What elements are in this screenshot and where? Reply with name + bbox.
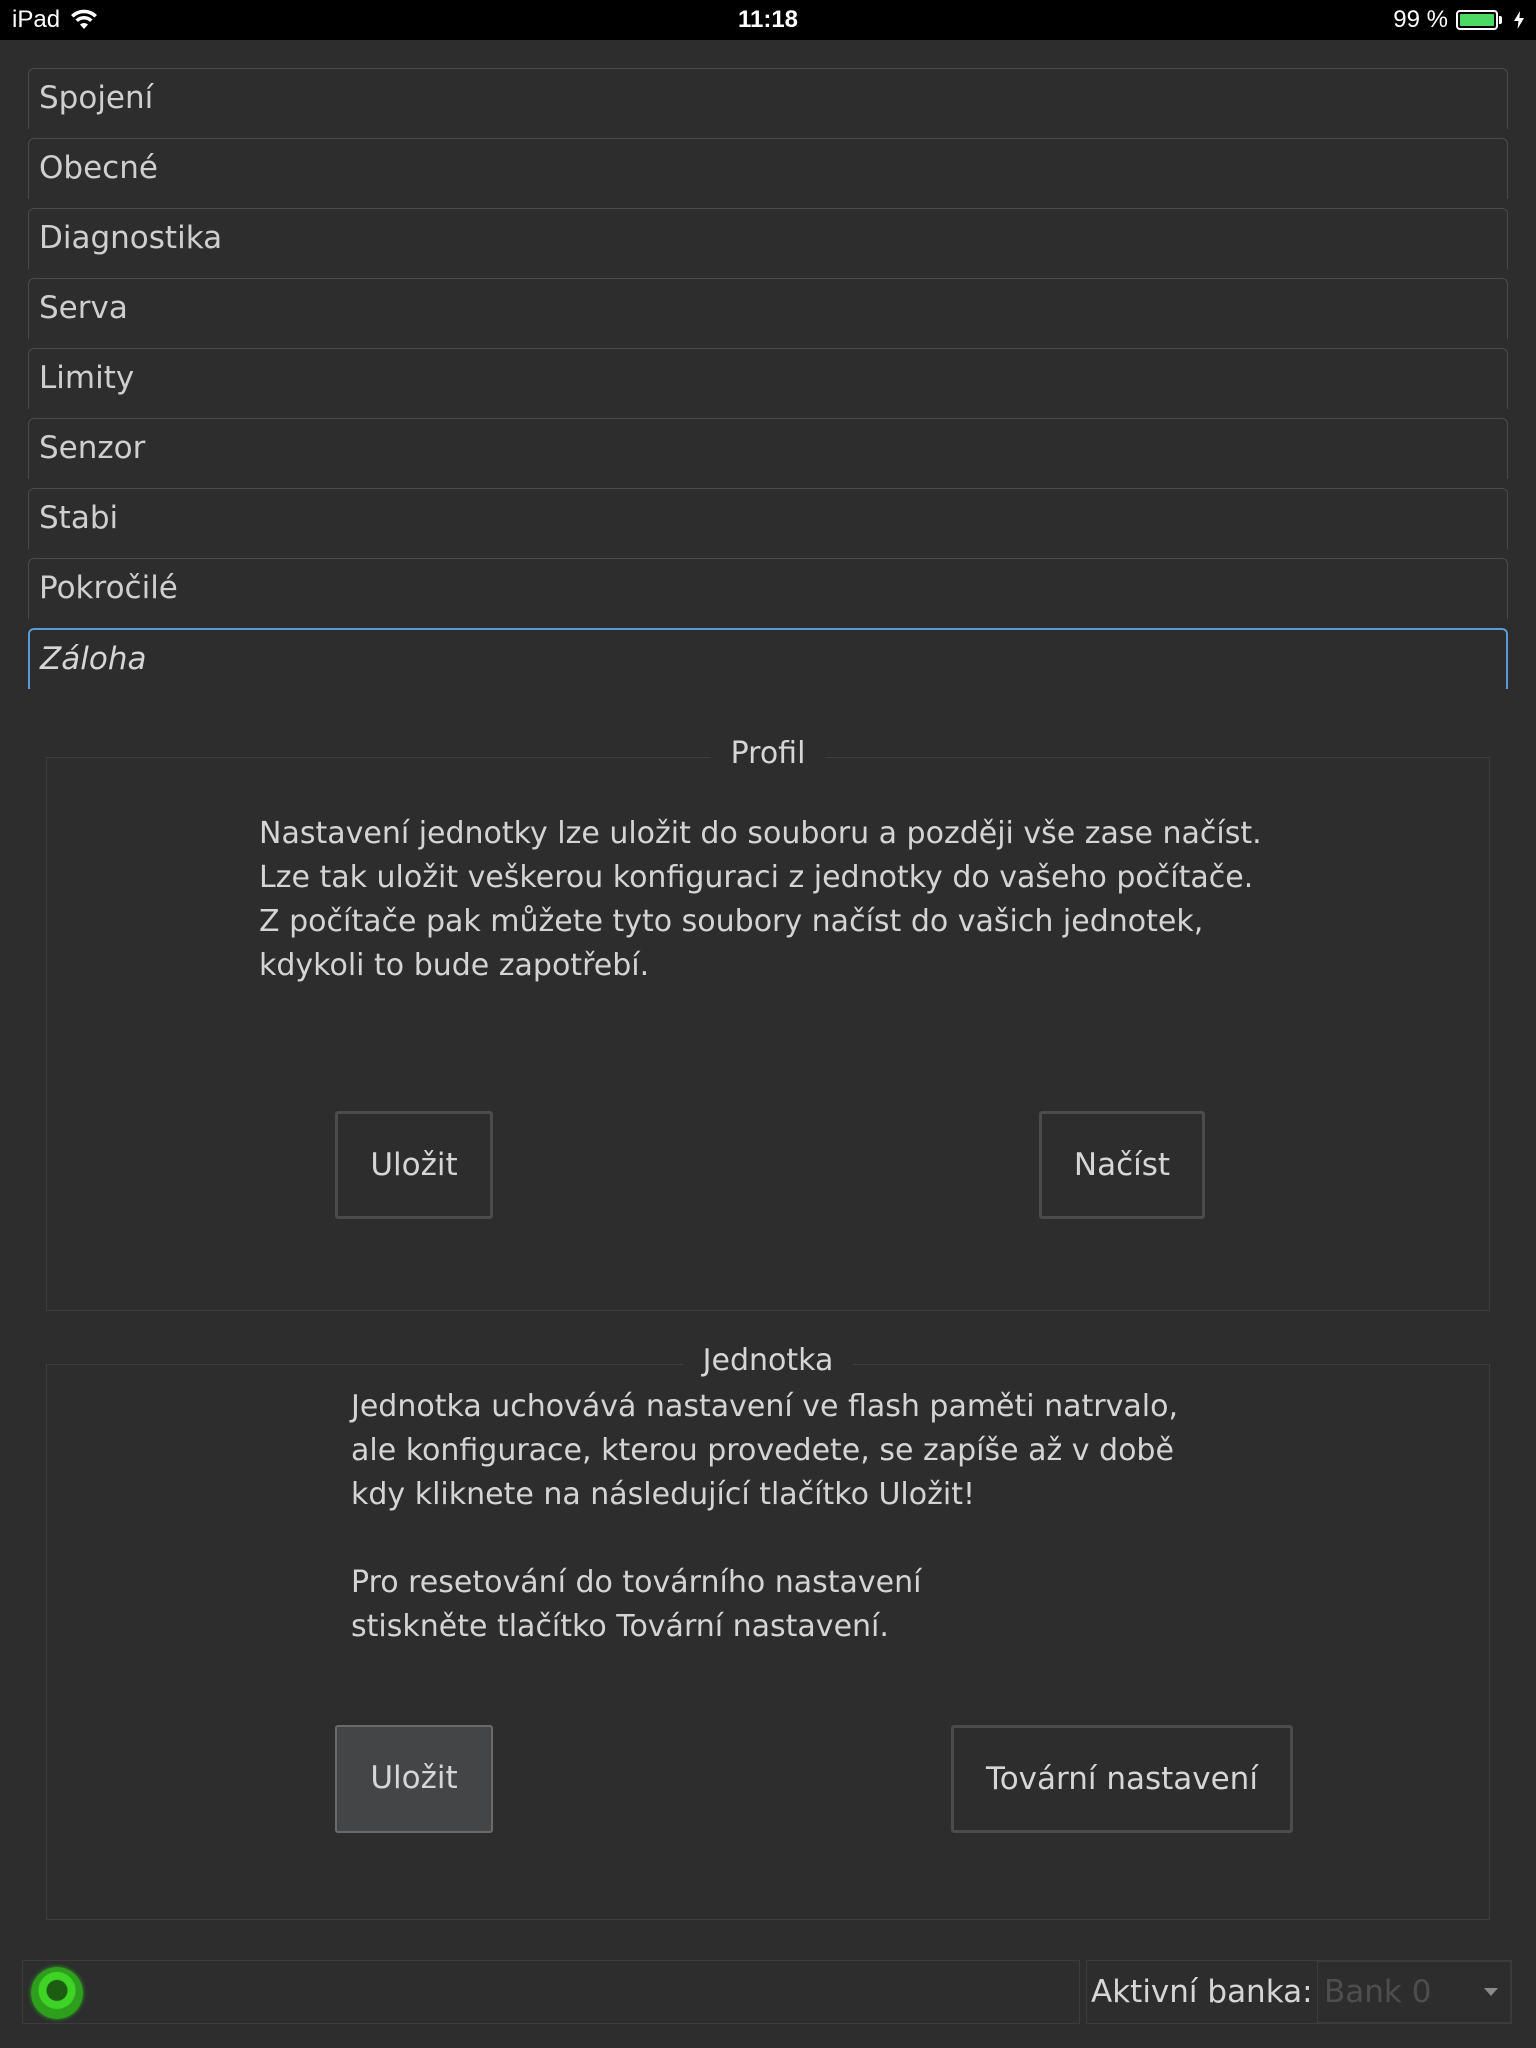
connection-led-icon — [31, 1967, 83, 2019]
chevron-down-icon — [1484, 1988, 1498, 1996]
battery-percent: 99 % — [1393, 6, 1448, 33]
active-bank-label: Aktivní banka: — [1091, 1974, 1313, 2010]
tab-senzor[interactable]: Senzor — [28, 418, 1508, 479]
bank-select-value: Bank 0 — [1324, 1974, 1432, 2010]
tab-serva[interactable]: Serva — [28, 278, 1508, 339]
tab-pokrocile[interactable]: Pokročilé — [28, 558, 1508, 619]
tab-stabi[interactable]: Stabi — [28, 488, 1508, 549]
unit-save-button[interactable]: Uložit — [335, 1725, 493, 1833]
unit-description: Jednotka uchovává nastavení ve flash paměti natrvalo, ale konfigurace, kterou provedete, se zapíše až v době kdy kliknete na následující tlačítko Uložit! Pro resetování do továrního nastavení stiskněte tlačítko Tovární nastavení. — [351, 1389, 1179, 1644]
status-bar — [0, 0, 1536, 40]
profile-description: Nastavení jednotky lze uložit do souboru a později vše zase načíst. Lze tak uložit veškerou konfiguraci z jednotky do vašeho počítače. Z počítače pak můžete tyto soubory načíst do vašich jednotek, kdykoli to bude zapotřebí. — [259, 816, 1262, 983]
tab-zaloha[interactable]: Záloha — [28, 628, 1508, 689]
clock: 11:18 — [737, 6, 799, 33]
tab-obecne[interactable]: Obecné — [28, 138, 1508, 199]
tab-list — [28, 68, 1508, 698]
unit-title: Jednotka — [683, 1343, 854, 1378]
profile-title: Profil — [711, 736, 826, 771]
unit-group — [46, 1343, 1490, 1920]
battery-icon — [1456, 10, 1502, 30]
device-name: iPad — [12, 6, 61, 33]
profile-group — [46, 736, 1490, 1311]
bank-select[interactable] — [1317, 1961, 1511, 2023]
profile-save-button[interactable]: Uložit — [335, 1111, 493, 1219]
factory-reset-button[interactable]: Tovární nastavení — [951, 1725, 1293, 1833]
connection-status-panel — [22, 1960, 1080, 2024]
tab-diagnostika[interactable]: Diagnostika — [28, 208, 1508, 269]
bolt-icon — [1514, 11, 1524, 29]
active-bank-panel — [1086, 1960, 1512, 2024]
tab-limity[interactable]: Limity — [28, 348, 1508, 409]
profile-load-button[interactable]: Načíst — [1039, 1111, 1205, 1219]
tab-spojeni[interactable]: Spojení — [28, 68, 1508, 129]
